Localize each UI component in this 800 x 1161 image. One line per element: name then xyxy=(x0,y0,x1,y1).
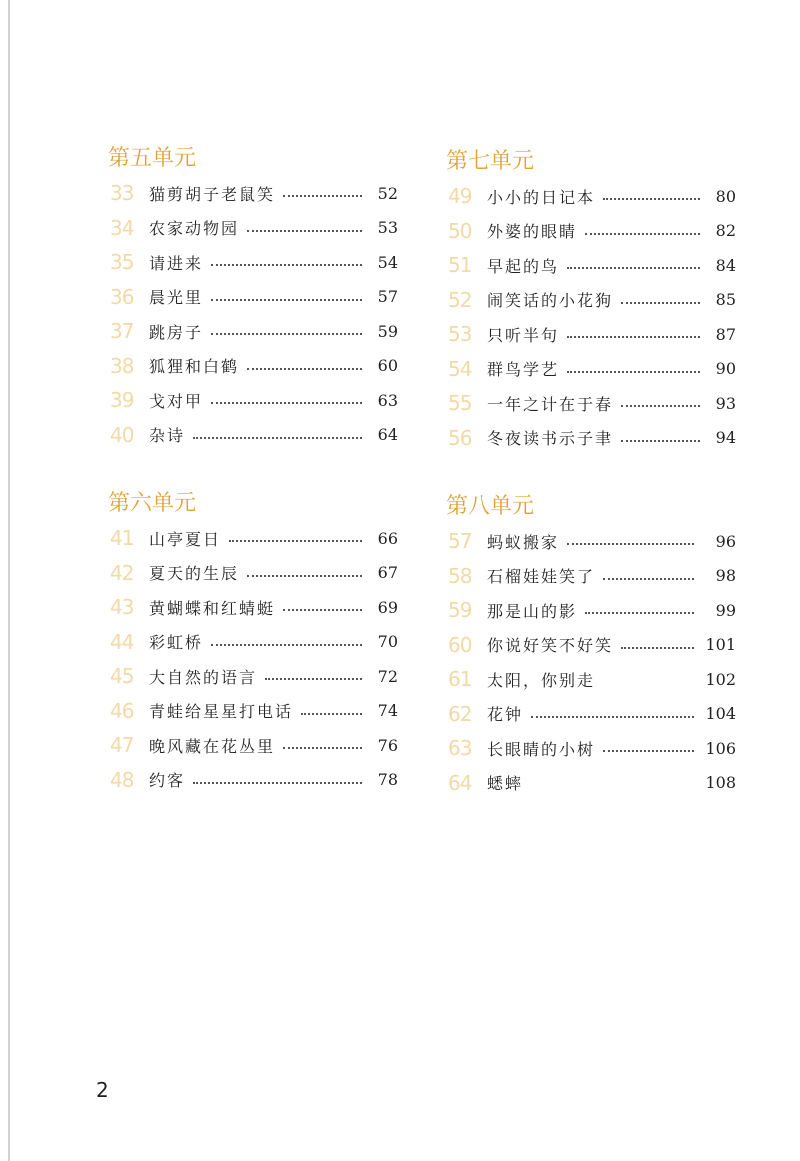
lesson-number: 41 xyxy=(110,526,134,551)
lesson-55[interactable] xyxy=(448,386,736,421)
lesson-48[interactable] xyxy=(110,763,398,798)
lesson-title: 晨光里 xyxy=(149,288,204,308)
lesson-page: 106 xyxy=(705,738,736,758)
unit-title: 第七单元 xyxy=(446,149,535,174)
lesson-title: 花钟 xyxy=(487,705,524,725)
lesson-number: 33 xyxy=(110,181,134,206)
lesson-title: 群鸟学艺 xyxy=(487,360,560,380)
lesson-60[interactable] xyxy=(448,628,736,663)
lesson-45[interactable] xyxy=(110,659,398,694)
lesson-title: 长眼睛的小树 xyxy=(487,739,596,759)
lesson-number: 46 xyxy=(110,698,134,723)
lesson-52[interactable] xyxy=(448,283,736,318)
lesson-page: 70 xyxy=(377,632,398,652)
lesson-title: 石榴娃娃笑了 xyxy=(487,567,596,587)
lesson-page: 99 xyxy=(715,600,736,620)
lesson-number: 64 xyxy=(448,770,472,795)
lesson-title: 你说好笑不好笑 xyxy=(487,636,614,656)
lesson-number: 38 xyxy=(110,353,134,378)
leader-dots xyxy=(603,578,694,580)
lesson-page: 76 xyxy=(377,735,398,755)
lesson-title: 那是山的影 xyxy=(487,601,578,621)
lesson-number: 56 xyxy=(448,425,472,450)
lesson-page: 72 xyxy=(377,666,398,686)
leader-dots xyxy=(531,716,694,718)
leader-dots xyxy=(567,543,694,545)
leader-dots xyxy=(229,540,362,542)
lesson-50[interactable] xyxy=(448,214,736,249)
lesson-page: 67 xyxy=(377,563,398,583)
lesson-title: 约客 xyxy=(149,771,186,791)
lesson-number: 54 xyxy=(448,356,472,381)
lesson-title: 一年之计在于春 xyxy=(487,394,614,414)
lesson-number: 48 xyxy=(110,767,134,792)
lesson-number: 37 xyxy=(110,319,134,344)
lesson-number: 35 xyxy=(110,250,134,275)
leader-dots xyxy=(531,785,694,787)
lesson-page: 78 xyxy=(377,770,398,790)
lesson-title: 农家动物园 xyxy=(149,219,240,239)
lesson-40[interactable] xyxy=(110,418,398,453)
lesson-58[interactable] xyxy=(448,559,736,594)
lesson-49[interactable] xyxy=(448,179,736,214)
lesson-page: 52 xyxy=(377,183,398,203)
leader-dots xyxy=(265,678,362,680)
lesson-title: 外婆的眼睛 xyxy=(487,222,578,242)
lesson-page: 102 xyxy=(705,669,736,689)
unit-8 xyxy=(448,490,736,800)
lesson-page: 57 xyxy=(377,287,398,307)
lesson-53[interactable] xyxy=(448,317,736,352)
lesson-title: 杂诗 xyxy=(149,426,186,446)
leader-dots xyxy=(301,713,362,715)
leader-dots xyxy=(193,782,362,784)
lesson-title: 猫剪胡子老鼠笑 xyxy=(149,184,276,204)
lesson-page: 53 xyxy=(377,218,398,238)
lesson-39[interactable] xyxy=(110,383,398,418)
lesson-number: 60 xyxy=(448,632,472,657)
lesson-title: 戈对甲 xyxy=(149,391,204,411)
leader-dots xyxy=(283,195,362,197)
leader-dots xyxy=(567,336,700,338)
lesson-number: 50 xyxy=(448,218,472,243)
lesson-number: 43 xyxy=(110,595,134,620)
lesson-43[interactable] xyxy=(110,590,398,625)
lesson-page: 98 xyxy=(715,566,736,586)
leader-dots xyxy=(603,750,694,752)
unit-title: 第五单元 xyxy=(108,146,197,171)
lesson-number: 45 xyxy=(110,664,134,689)
lesson-46[interactable] xyxy=(110,694,398,729)
lesson-title: 小小的日记本 xyxy=(487,187,596,207)
lesson-title: 蟋蟀 xyxy=(487,774,524,794)
lesson-title: 狐狸和白鹤 xyxy=(149,357,240,377)
lesson-title: 彩虹桥 xyxy=(149,633,204,653)
lesson-page: 87 xyxy=(715,324,736,344)
lesson-47[interactable] xyxy=(110,728,398,763)
leader-dots xyxy=(211,402,362,404)
lesson-title: 夏天的生辰 xyxy=(149,564,240,584)
lesson-title: 太阳，你别走 xyxy=(487,670,596,690)
lesson-number: 49 xyxy=(448,184,472,209)
lesson-number: 52 xyxy=(448,287,472,312)
lesson-page: 104 xyxy=(705,704,736,724)
lesson-title: 山亭夏日 xyxy=(149,529,222,549)
lesson-page: 64 xyxy=(377,425,398,445)
lesson-page: 94 xyxy=(715,428,736,448)
lesson-page: 80 xyxy=(715,186,736,206)
lesson-54[interactable] xyxy=(448,352,736,387)
leader-dots xyxy=(621,405,700,407)
lesson-title: 只听半句 xyxy=(487,325,560,345)
leader-dots xyxy=(567,371,700,373)
lesson-page: 63 xyxy=(377,390,398,410)
lesson-number: 59 xyxy=(448,598,472,623)
leader-dots xyxy=(603,681,694,683)
lesson-61[interactable] xyxy=(448,662,736,697)
lesson-41[interactable] xyxy=(110,521,398,556)
lesson-34[interactable] xyxy=(110,211,398,246)
lesson-number: 57 xyxy=(448,529,472,554)
lesson-page: 69 xyxy=(377,597,398,617)
leader-dots xyxy=(621,440,700,442)
lesson-number: 58 xyxy=(448,563,472,588)
lesson-number: 63 xyxy=(448,736,472,761)
lesson-number: 47 xyxy=(110,733,134,758)
lesson-number: 55 xyxy=(448,391,472,416)
lesson-42[interactable] xyxy=(110,556,398,591)
lesson-63[interactable] xyxy=(448,731,736,766)
lesson-title: 冬夜读书示子聿 xyxy=(487,429,614,449)
lesson-number: 44 xyxy=(110,629,134,654)
lesson-number: 51 xyxy=(448,253,472,278)
leader-dots xyxy=(585,612,694,614)
lesson-number: 34 xyxy=(110,215,134,240)
lesson-number: 40 xyxy=(110,422,134,447)
lesson-title: 闹笑话的小花狗 xyxy=(487,291,614,311)
lesson-59[interactable] xyxy=(448,593,736,628)
leader-dots xyxy=(211,299,362,301)
page-edge xyxy=(8,0,10,1161)
lesson-page: 59 xyxy=(377,321,398,341)
lesson-37[interactable] xyxy=(110,314,398,349)
unit-title: 第八单元 xyxy=(446,494,535,519)
lesson-title: 大自然的语言 xyxy=(149,667,258,687)
lesson-64[interactable] xyxy=(448,766,736,801)
lesson-page: 93 xyxy=(715,393,736,413)
leader-dots xyxy=(211,644,362,646)
lesson-number: 36 xyxy=(110,284,134,309)
lesson-page: 84 xyxy=(715,255,736,275)
lesson-number: 39 xyxy=(110,388,134,413)
lesson-57[interactable] xyxy=(448,524,736,559)
lesson-page: 85 xyxy=(715,290,736,310)
lesson-page: 60 xyxy=(377,356,398,376)
lesson-number: 42 xyxy=(110,560,134,585)
leader-dots xyxy=(211,264,362,266)
leader-dots xyxy=(585,233,700,235)
unit-6 xyxy=(110,487,398,797)
unit-7 xyxy=(448,145,736,455)
unit-5 xyxy=(110,142,398,452)
lesson-33[interactable] xyxy=(110,176,398,211)
lesson-page: 66 xyxy=(377,528,398,548)
lesson-number: 61 xyxy=(448,667,472,692)
unit-title: 第六单元 xyxy=(108,491,197,516)
lesson-38[interactable] xyxy=(110,349,398,384)
lesson-62[interactable] xyxy=(448,697,736,732)
lesson-page: 54 xyxy=(377,252,398,272)
lesson-36[interactable] xyxy=(110,280,398,315)
leader-dots xyxy=(247,575,362,577)
leader-dots xyxy=(621,647,694,649)
lesson-35[interactable] xyxy=(110,245,398,280)
leader-dots xyxy=(567,267,700,269)
lesson-44[interactable] xyxy=(110,625,398,660)
lesson-page: 82 xyxy=(715,221,736,241)
leader-dots xyxy=(211,333,362,335)
lesson-title: 早起的鸟 xyxy=(487,256,560,276)
lesson-title: 黄蝴蝶和红蜻蜓 xyxy=(149,598,276,618)
lesson-title: 跳房子 xyxy=(149,322,204,342)
leader-dots xyxy=(247,230,362,232)
lesson-title: 蚂蚁搬家 xyxy=(487,532,560,552)
lesson-51[interactable] xyxy=(448,248,736,283)
leader-dots xyxy=(247,368,362,370)
lesson-title: 晚风藏在花丛里 xyxy=(149,736,276,756)
lesson-number: 62 xyxy=(448,701,472,726)
leader-dots xyxy=(193,437,362,439)
leader-dots xyxy=(621,302,700,304)
lesson-page: 96 xyxy=(715,531,736,551)
lesson-56[interactable] xyxy=(448,421,736,456)
lesson-title: 请进来 xyxy=(149,253,204,273)
page-number: 2 xyxy=(96,1078,109,1102)
lesson-title: 青蛙给星星打电话 xyxy=(149,702,294,722)
leader-dots xyxy=(603,198,700,200)
leader-dots xyxy=(283,747,362,749)
lesson-page: 74 xyxy=(377,701,398,721)
lesson-number: 53 xyxy=(448,322,472,347)
leader-dots xyxy=(283,609,362,611)
lesson-page: 90 xyxy=(715,359,736,379)
lesson-page: 108 xyxy=(705,773,736,793)
lesson-page: 101 xyxy=(705,635,736,655)
